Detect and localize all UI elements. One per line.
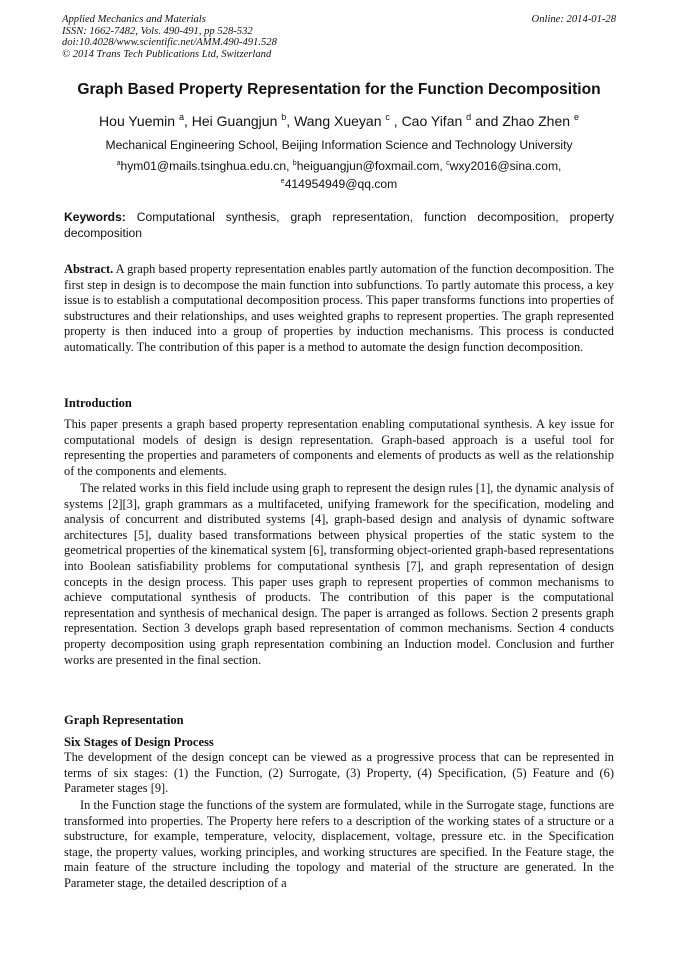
issn-line: ISSN: 1662-7482, Vols. 490-491, pp 528-532: [62, 25, 253, 37]
online-date: Online: 2014-01-28: [531, 14, 616, 25]
email-link[interactable]: 414954949@qq.com: [284, 176, 398, 191]
copyright-line: © 2014 Trans Tech Publications Ltd, Switzerland: [62, 48, 272, 60]
abstract: [64, 262, 614, 356]
author-sup: a: [178, 112, 184, 122]
author-sep: and: [471, 113, 503, 129]
email-link[interactable]: heiguangjun@foxmail.com,: [296, 159, 447, 173]
author-sep: ,: [389, 113, 402, 129]
author-list: [0, 113, 678, 129]
intro-paragraph: The related works in this field include using graph to represent the design rules [1], the dynamic analysis of systems [2][3], graph grammars as a multifaceted, unifying framework for the specification, modeling and analysis of concurrent and distributed systems [4], graph-based design and analysis of dynamic software architectures [5], duality based transformations between physical properties of the static system to the geometrical properties of the kinematical system [6], transforming object-oriented graph-based representations into Boolean satisfiability problems for computational synthesis [7], and graph representation of design concepts in the design process. This paper uses graph to represent properties of common mechanisms to achieve computational synthesis of products. The contribution of this paper is the computational representation and synthesis of mechanical design. The paper is arranged as follows. Section 2 presents graph representation. Section 3 develops graph based representation of common mechanisms. Section 4 conducts property decomposition using graph representation combining an Induction model. Conclusion and further works are presented in the final section.: [64, 481, 614, 667]
intro-paragraph: This paper presents a graph based property representation enabling computational synthesis. A key issue for computational models of design is design representation. Graph-based approach is a useful tool for representing the properties and parameters of components and elements of products as well as the relationship of the components and elements.: [64, 417, 614, 478]
email-sup: b: [292, 160, 297, 167]
author: Hei Guangjun: [191, 113, 282, 129]
email-link[interactable]: hym01@mails.tsinghua.edu.cn,: [120, 159, 293, 173]
journal-name: Applied Mechanics and Materials: [62, 14, 206, 25]
subsection-heading: Six Stages of Design Process: [64, 735, 214, 749]
author: Zhao Zhen: [502, 113, 574, 129]
email-sup: a: [116, 160, 121, 167]
email-link[interactable]: wxy2016@sina.com,: [449, 159, 562, 173]
doi-line: doi:10.4028/www.scientific.net/AMM.490-491.528: [62, 37, 277, 49]
journal-header: [62, 14, 277, 60]
author: Cao Yifan: [401, 113, 467, 129]
email-sup: c: [446, 160, 450, 167]
section-heading-introduction: Introduction: [64, 396, 132, 410]
author-sup: b: [281, 112, 287, 122]
author-sep: ,: [286, 113, 295, 129]
email-sup: e: [280, 177, 285, 185]
author-sep: ,: [183, 113, 192, 129]
keywords: [64, 210, 614, 241]
paper-title: Graph Based Property Representation for the Function Decomposition: [77, 81, 601, 98]
body-paragraph: In the Function stage the functions of the system are formulated, while in the Surrogate stage, functions are transformed into properties. The Property here refers to a description of the working states of a structure or a substructure, for example, temperature, velocity, displacement, voltage, pressure etc. in the Specification stage, the property values, working principles, and working structures are specified. In the Feature stage, the main feature of the structure including the topology and material of the structure are generated. In the Parameter stage, the detailed description of a: [64, 798, 614, 890]
author-sup: c: [385, 112, 390, 122]
section-heading-graph-representation: Graph Representation: [64, 713, 184, 727]
email-list: [80, 159, 598, 194]
affiliation: Mechanical Engineering School, Beijing Information Science and Technology University: [105, 138, 573, 152]
author: Wang Xueyan: [294, 113, 386, 129]
abstract-text: A graph based property representation enables partly automation of the function decomposition. The first step in design is to decompose the main function into subfunctions. To partly automate this process, a key issue is to establish a computational decomposition process. This paper transforms functions into properties of substructures and their relationships, and uses weighted graphs to represent properties. The graph represented property is then induced into a group of properties by induction mechanisms. This process is conducted automatically. The contribution of this paper is a method to automate the design function decomposition.: [64, 262, 614, 354]
author-sup: d: [466, 112, 472, 122]
author: Hou Yuemin: [99, 113, 179, 129]
author-sup: e: [573, 112, 579, 122]
keywords-label: Keywords:: [64, 210, 126, 224]
keywords-text: Computational synthesis, graph representation, function decomposition, property decomposition: [64, 210, 614, 240]
body-paragraph: The development of the design concept can be viewed as a progressive process that can be represented in terms of six stages: (1) the Function, (2) Surrogate, (3) Property, (4) Specification, (5) Feature and (6) Parameter stages [9].: [64, 750, 614, 796]
abstract-label: Abstract.: [64, 262, 114, 276]
